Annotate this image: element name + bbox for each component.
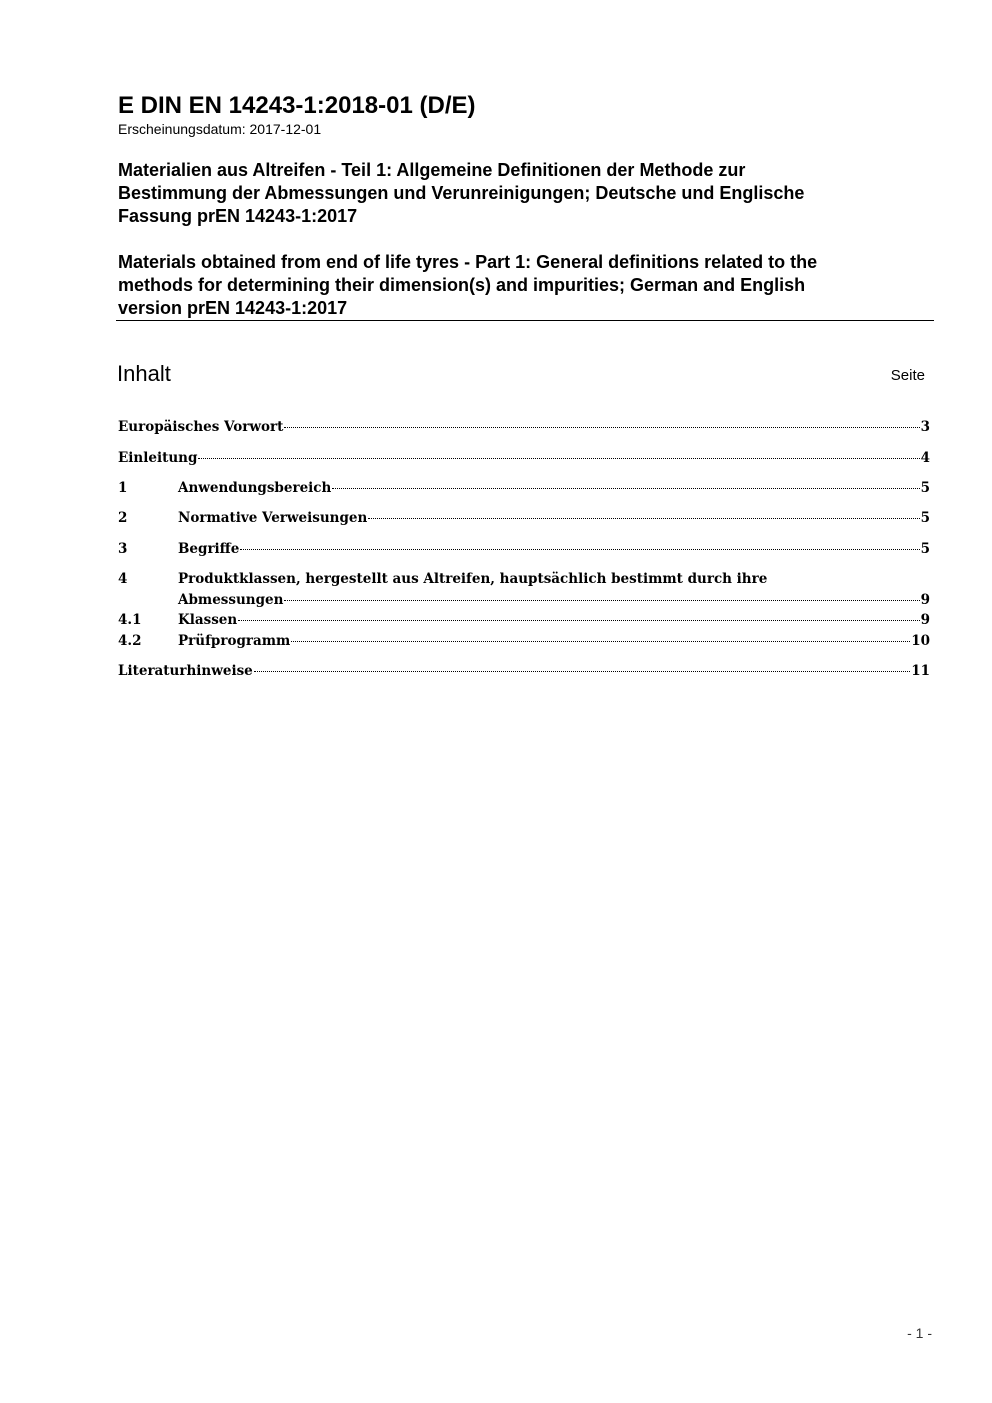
title-english-line: methods for determining their dimension(s) and impurities; German and English [118,275,806,295]
toc-entry-page: 3 [920,419,930,435]
toc-entry-title: Produktklassen, hergestellt aus Altreifen, hauptsächlich bestimmt durch ihre [178,571,768,587]
toc-leader [284,427,919,428]
toc-leader [238,620,919,621]
toc-leader [254,671,910,672]
toc-entry-number: 4 [118,571,128,587]
title-english-line: Materials obtained from end of life tyres - Part 1: General definitions related to the [118,252,818,272]
toc-leader [368,518,919,519]
toc-leader [198,458,919,459]
toc-entry-number: 3 [118,541,128,557]
toc-entry-page: 5 [920,480,930,496]
toc-entry-literaturhinweise[interactable] [118,661,930,681]
title-german-line: Bestimmung der Abmessungen und Verunreinigungen; Deutsche und Englische [118,183,805,203]
toc-entry-number: 2 [118,510,128,526]
toc-entry-title: Literaturhinweise [118,663,253,679]
toc-entry-title: Europäisches Vorwort [118,419,284,435]
toc-entry-title: Einleitung [118,450,198,466]
toc-entry-title: Anwendungsbereich [178,480,332,496]
toc-entry-begriffe[interactable] [118,539,930,559]
toc-heading: Inhalt [117,361,171,386]
toc-leader [240,549,919,550]
toc-entry-page: 9 [920,592,930,608]
toc-entry-title: Abmessungen [178,592,284,608]
toc-entry-page: 9 [920,612,930,628]
toc-entry-title: Normative Verweisungen [178,510,368,526]
toc-entry-page: 5 [920,541,930,557]
toc-entry-produktklassen-continued[interactable] [118,590,930,610]
toc-entry-page: 5 [920,510,930,526]
toc-page-label: Seite [890,367,925,384]
toc-entry-title: Klassen [178,612,238,628]
toc-entry-klassen[interactable] [118,610,930,630]
toc-entry-page: 11 [911,663,930,679]
title-german [118,159,918,228]
toc-entry-einleitung[interactable] [118,448,930,468]
toc-entry-number: 1 [118,480,128,496]
toc-entry-europaeisches-vorwort[interactable] [118,417,930,437]
toc-leader [332,488,919,489]
title-english-line: version prEN 14243-1:2017 [118,298,348,318]
toc-entry-number: 4.1 [118,612,142,628]
title-german-line: Materialien aus Altreifen - Teil 1: Allgemeine Definitionen der Methode zur [118,160,746,180]
toc-entry-page: 10 [911,633,930,649]
toc-entry-anwendungsbereich[interactable] [118,478,930,498]
header-divider [116,320,934,321]
toc-entry-number: 4.2 [118,633,142,649]
toc-entry-page: 4 [920,450,930,466]
title-english [118,251,918,320]
toc-entry-title: Prüfprogramm [178,633,291,649]
toc-entry-normative-verweisungen[interactable] [118,508,930,528]
toc-leader [291,641,910,642]
document-id: E DIN EN 14243-1:2018-01 (D/E) [118,92,476,119]
publication-date: Erscheinungsdatum: 2017-12-01 [118,121,322,137]
title-german-line: Fassung prEN 14243-1:2017 [118,206,358,226]
toc-entry-pruefprogramm[interactable] [118,631,930,651]
page-number: - 1 - [907,1325,932,1341]
toc-leader [284,600,919,601]
toc-entry-produktklassen[interactable] [118,569,930,589]
toc-entry-title: Begriffe [178,541,240,557]
